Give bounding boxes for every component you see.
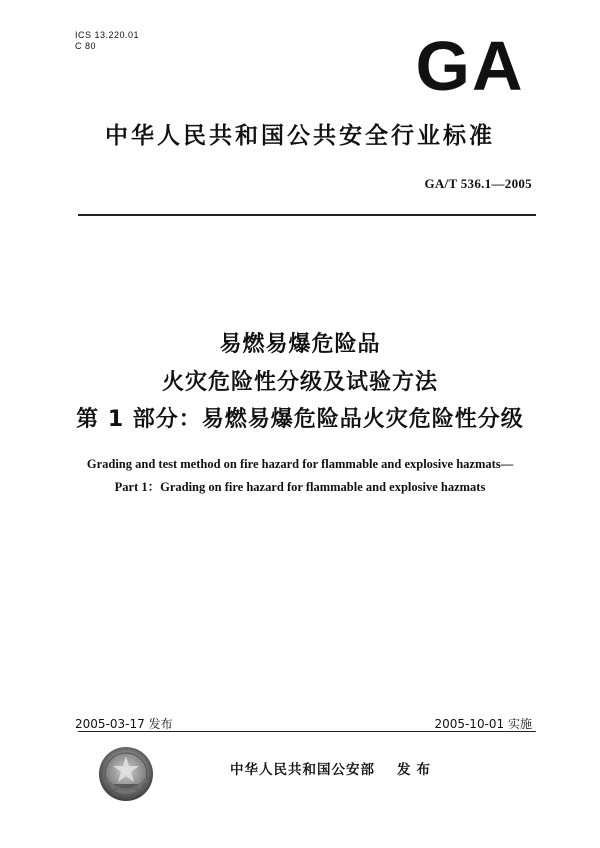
issue-word: 发布 (397, 762, 436, 778)
standard-type-heading: 中华人民共和国公共安全行业标准 (105, 123, 495, 149)
standard-number: GA/T 536.1—2005 (424, 176, 532, 191)
top-divider (78, 214, 536, 216)
issue-date: 2005-03-17 发布 (75, 717, 173, 731)
title-en-line-1: Grading and test method on fire hazard for flammable and explosive hazmats— (86, 457, 514, 471)
title-en-line-2: Part 1：Grading on fire hazard for flammable and explosive hazmats (114, 480, 486, 494)
ics-code: ICS 13.220.01 (75, 30, 140, 40)
title-cn-line-3: 第 1 部分：易燃易爆危险品火灾危险性分级 (76, 407, 524, 432)
bottom-divider (78, 731, 536, 732)
issuing-authority: 中华人民共和国公安部 (230, 762, 375, 778)
ministry-seal-icon (98, 746, 154, 802)
classification-codes (75, 30, 139, 52)
implementation-date: 2005-10-01 实施 (434, 717, 532, 731)
ga-logo (410, 34, 530, 96)
ga-logo-text: GA (415, 34, 525, 96)
ga-logo-graphic (410, 34, 530, 96)
title-cn-line-1: 易燃易爆危险品 (219, 332, 381, 357)
ccs-code: C 80 (75, 41, 97, 51)
title-cn-line-2: 火灾危险性分级及试验方法 (161, 370, 438, 395)
